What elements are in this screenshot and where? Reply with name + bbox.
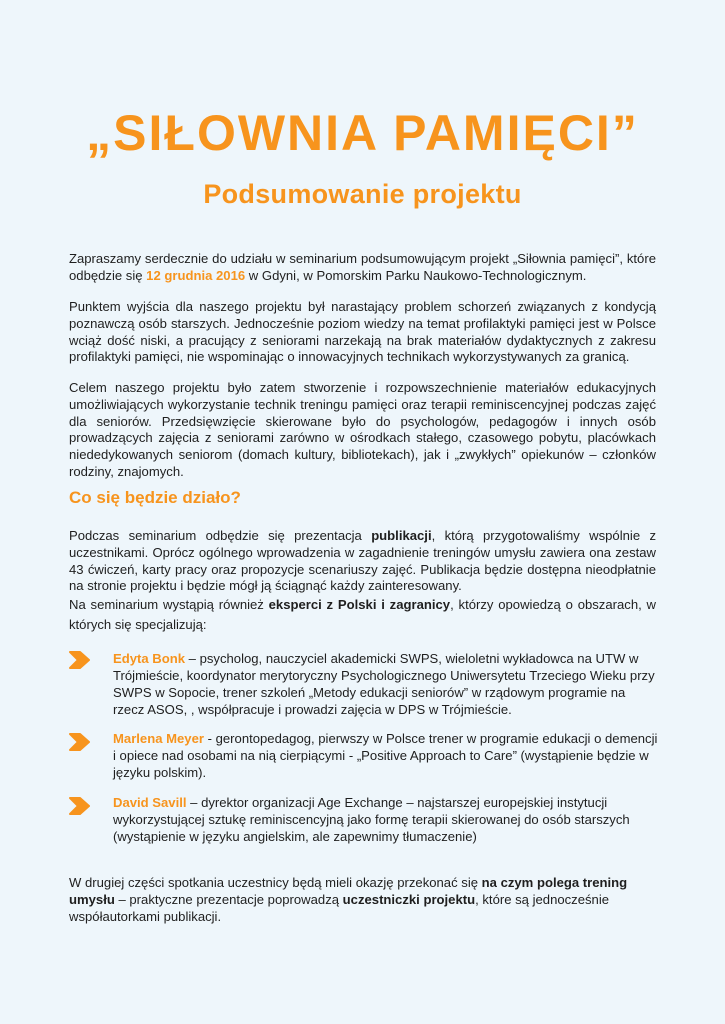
page-title: „SIŁOWNIA PAMIĘCI” — [86, 105, 639, 161]
chevron-right-icon — [69, 650, 91, 670]
experts-intro-paragraph: Na seminarium wystąpią również eksperci z Polski i zagranicy, którzy opowiedzą o obszarach, w których się specjalizują: — [69, 597, 656, 632]
seminar-paragraph: Podczas seminarium odbędzie się prezentacja publikacji, którą przygotowaliśmy wspólnie z uczestnikami. Oprócz ogólnego wprowadzenia w zagadnienie treningów umysłu zawiera ona zestaw 43 ćwiczeń, karty pracy oraz propozycje scenariuszy zajęć. Publikacja będzie dostępna nieodpłatnie na stronie projektu i będzie mógł ją ściągnąć każdy zainteresowany. — [69, 528, 656, 594]
goal-paragraph: Celem naszego projektu było zatem stworzenie i rozpowszechnienie materiałów edukacyjnych umożliwiających wykorzystanie technik treningu pamięci oraz terapii reminiscencyjnej podczas zajęć dla seniorów. Przedsięwzięcie skierowane było do psychologów, pedagogów i innych osób prowadzących zajęcia z seniorami zarówno w ośrodkach stałego, czasowego pobytu, placówkach niededykowanych seniorom (domach kultury, bibliotekach), jak i „zwykłych” opiekunów – członków rodziny, znajomych. — [69, 380, 656, 479]
expert-description: – dyrektor organizacji Age Exchange – najstarszej europejskiej instytucji wykorzystującej sztukę reminiscencyjną jako formę terapii skierowanej do osób starszych (wystąpienie w języku angielskim, ale zapewnimy tłumaczenie) — [113, 795, 630, 844]
section-heading: Co się będzie działo? — [69, 488, 241, 507]
event-date: 12 grudnia 2016 — [146, 267, 246, 283]
intro-paragraph: Zapraszamy serdecznie do udziału w seminarium podsumowującym projekt „Siłownia pamięci”, które odbędzie się 12 grudnia 2016 w Gdyni, w Pomorskim Parku Naukowo-Technologicznym. — [69, 251, 656, 283]
chevron-right-icon — [69, 732, 91, 752]
page-subtitle: Podsumowanie projektu — [203, 179, 522, 209]
chevron-right-icon — [69, 796, 91, 816]
background-paragraph: Punktem wyjścia dla naszego projektu był narastający problem schorzeń związanych z kondycją poznawczą osób starszych. Jednocześnie poziom wiedzy na temat profilaktyki pamięci jest w Polsce wciąż dość niski, a pracujący z seniorami narzekają na brak materiałów dydaktycznych z zakresu profilaktyki pamięci, nie wspominając o innowacyjnych technikach wykorzystywanych za granicą. — [69, 299, 656, 365]
expert-description: – psycholog, nauczyciel akademicki SWPS, wieloletni wykładowca na UTW w Trójmieście, koordynator merytoryczny Psychologicznego Uniwersytetu Trzeciego Wieku przy SWPS w Sopocie, trener szkoleń „Metody edukacji seniorów” w rządowym programie na rzecz ASOS, , współpracuje i prowadzi zajęcia w DPS w Trójmieście. — [113, 651, 655, 717]
expert-name: Marlena Meyer — [113, 731, 204, 746]
closing-paragraph: W drugiej części spotkania uczestnicy będą mieli okazję przekonać się na czym polega trening umysłu – praktyczne prezentacje poprowadzą uczestniczki projektu, które są jednocześnie współautorkami publikacji. — [69, 875, 628, 924]
expert-description: - gerontopedagog, pierwszy w Polsce trener w programie edukacji o demencji i opiece nad osobami na nią cierpiącymi - „Positive Approach to Care” (wystąpienie będzie w języku polskim). — [113, 731, 658, 780]
expert-name: David Savill — [113, 795, 187, 810]
expert-name: Edyta Bonk — [113, 651, 186, 666]
